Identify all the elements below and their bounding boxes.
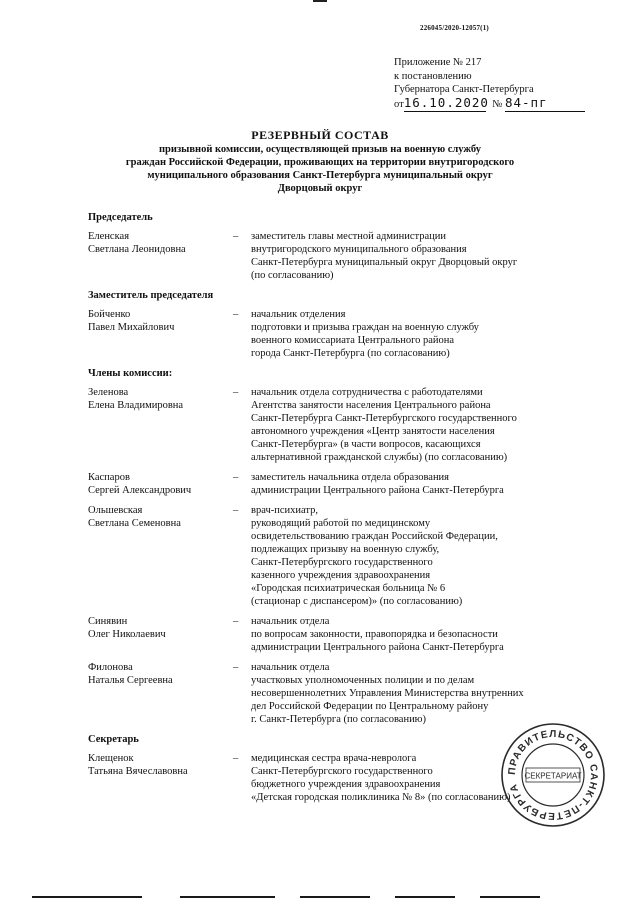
member-name bbox=[88, 230, 233, 282]
member-role-line: военного комиссариата Центрального района bbox=[251, 335, 455, 346]
member-name-line: Елена Владимировна bbox=[88, 400, 184, 411]
appendix-number: Приложение № 217 bbox=[394, 57, 482, 68]
member-role-line: Санкт-Петербурга Санкт-Петербургского государственного bbox=[251, 413, 517, 424]
member-role-line: несовершеннолетних Управления Министерства внутренних bbox=[251, 688, 524, 699]
section-heading: Председатель bbox=[88, 212, 153, 223]
appendix-date-line bbox=[394, 94, 585, 112]
appendix-block bbox=[394, 56, 585, 112]
member-role bbox=[251, 308, 588, 360]
member-entry bbox=[88, 230, 588, 282]
member-role-line: начальник отдела bbox=[251, 662, 330, 673]
subtitle-line: Дворцовый округ bbox=[277, 183, 363, 194]
appendix-ref: к постановлению bbox=[394, 70, 472, 82]
member-role-line: (стационар с диспансером)» (по согласованию) bbox=[251, 596, 463, 607]
member-name bbox=[88, 752, 233, 804]
entry-dash: – bbox=[233, 662, 239, 673]
member-name-line: Зеленова bbox=[88, 387, 129, 398]
footer-rule bbox=[32, 896, 142, 898]
member-role-line: Агентства занятости населения Центрального района bbox=[251, 400, 491, 411]
member-name bbox=[88, 308, 233, 360]
document-title: РЕЗЕРВНЫЙ СОСТАВ bbox=[251, 128, 389, 142]
member-role bbox=[251, 661, 588, 726]
member-name-line: Светлана Леонидовна bbox=[88, 244, 186, 255]
member-role-line: Санкт-Петербургского государственного bbox=[251, 557, 433, 568]
member-role-line: освидетельствованию граждан Российской Федерации, bbox=[251, 531, 498, 542]
member-name-line: Клещенок bbox=[88, 753, 134, 764]
member-name bbox=[88, 615, 233, 654]
footer-rule bbox=[395, 896, 455, 898]
member-role-line: заместитель начальника отдела образования bbox=[251, 472, 450, 483]
entry-dash: – bbox=[233, 616, 239, 627]
number-prefix: № bbox=[492, 98, 503, 110]
member-entry bbox=[88, 615, 588, 654]
member-role bbox=[251, 230, 588, 282]
member-name-line: Филонова bbox=[88, 662, 133, 673]
member-role-line: начальник отдела bbox=[251, 616, 330, 627]
member-entry bbox=[88, 661, 588, 726]
member-role-line: казенного учреждения здравоохранения bbox=[251, 570, 431, 581]
footer-rule bbox=[300, 896, 370, 898]
section-heading: Члены комиссии: bbox=[88, 368, 173, 379]
member-name-line: Татьяна Вячеславовна bbox=[88, 766, 188, 777]
member-role bbox=[251, 386, 588, 464]
member-role-line: дел Российской Федерации по Центральному району bbox=[251, 701, 489, 712]
member-name-line: Светлана Семеновна bbox=[88, 518, 181, 529]
top-margin-mark bbox=[313, 0, 327, 2]
date-field bbox=[403, 94, 489, 112]
secretariat-stamp bbox=[498, 720, 608, 830]
subtitle-line: граждан Российской Федерации, проживающих на территории внутригородского bbox=[125, 157, 515, 168]
member-role-line: г. Санкт-Петербурга (по согласованию) bbox=[251, 714, 427, 725]
member-name bbox=[88, 504, 233, 608]
member-role-line: автономного учреждения «Центр занятости населения bbox=[251, 426, 495, 437]
member-role bbox=[251, 615, 588, 654]
member-entry bbox=[88, 504, 588, 608]
member-role-line: (по согласованию) bbox=[251, 270, 334, 281]
member-name-line: Наталья Сергеевна bbox=[88, 675, 173, 686]
member-role-line: «Детская городская поликлиника № 8» (по согласованию) bbox=[251, 792, 511, 803]
member-role-line: города Санкт-Петербурга (по согласованию) bbox=[251, 348, 450, 359]
member-role-line: «Городская психиатрическая больница № 6 bbox=[251, 583, 446, 594]
member-entry bbox=[88, 386, 588, 464]
member-role-line: подлежащих призыву на военную службу, bbox=[251, 544, 440, 555]
date-value: 16.10.2020 bbox=[403, 94, 489, 110]
member-name bbox=[88, 661, 233, 726]
subtitle-line: призывной комиссии, осуществляющей призыв на военную службу bbox=[159, 144, 481, 155]
document-id: 226045/2020-12057(1) bbox=[420, 24, 489, 32]
member-name-line: Олег Николаевич bbox=[88, 629, 166, 640]
entry-dash: – bbox=[233, 472, 239, 483]
member-role-line: администрации Центрального района Санкт-Петербурга bbox=[251, 642, 504, 653]
member-name-line: Еленская bbox=[88, 231, 130, 242]
member-role bbox=[251, 504, 588, 608]
member-role-line: начальник отделения bbox=[251, 309, 346, 320]
entry-dash: – bbox=[233, 309, 239, 320]
member-name-line: Сергей Александрович bbox=[88, 485, 192, 496]
member-name bbox=[88, 386, 233, 464]
member-name-line: Синявин bbox=[88, 616, 128, 627]
member-name bbox=[88, 471, 233, 497]
member-role-line: руководящий работой по медицинскому bbox=[251, 518, 431, 529]
member-entry bbox=[88, 308, 588, 360]
member-role-line: администрации Центрального района Санкт-Петербурга bbox=[251, 485, 504, 496]
footer-rule bbox=[480, 896, 540, 898]
number-value: 84-пг bbox=[504, 94, 548, 110]
member-role-line: по вопросам законности, правопорядка и безопасности bbox=[251, 629, 498, 640]
member-name-line: Бойченко bbox=[88, 309, 131, 320]
member-role-line: врач-психиатр, bbox=[251, 505, 318, 516]
member-role-line: альтернативной гражданской службы) (по согласованию) bbox=[251, 452, 508, 463]
entry-dash: – bbox=[233, 387, 239, 398]
member-role-line: внутригородского муниципального образования bbox=[251, 244, 467, 255]
number-field bbox=[504, 94, 585, 112]
date-prefix: от bbox=[394, 98, 404, 110]
member-role bbox=[251, 471, 588, 497]
member-role-line: заместитель главы местной администрации bbox=[251, 231, 447, 242]
entry-dash: – bbox=[233, 753, 239, 764]
stamp-ring-text-path: ПРАВИТЕЛЬСТВО САНКТ-ПЕТЕРБУРГА bbox=[506, 728, 600, 822]
entry-dash: – bbox=[233, 505, 239, 516]
member-role-line: бюджетного учреждения здравоохранения bbox=[251, 779, 441, 790]
member-role-line: медицинская сестра врача-невролога bbox=[251, 753, 417, 764]
member-name-line: Павел Михайлович bbox=[88, 322, 175, 333]
member-name-line: Ольшевская bbox=[88, 505, 143, 516]
document-subtitle bbox=[60, 143, 580, 195]
entry-dash: – bbox=[233, 231, 239, 242]
member-role-line: начальник отдела сотрудничества с работодателями bbox=[251, 387, 483, 398]
footer-rule bbox=[180, 896, 275, 898]
section-heading: Секретарь bbox=[88, 734, 139, 745]
section-heading: Заместитель председателя bbox=[88, 290, 214, 301]
subtitle-line: муниципального образования Санкт-Петербурга муниципальный округ bbox=[147, 170, 493, 181]
member-role-line: Санкт-Петербурга муниципальный округ Дворцовый округ bbox=[251, 257, 518, 268]
member-role-line: участковых уполномоченных полиции и по делам bbox=[251, 675, 475, 686]
member-role-line: Санкт-Петербургского государственного bbox=[251, 766, 433, 777]
member-role-line: Санкт-Петербурга» (в части вопросов, касающихся bbox=[251, 439, 481, 450]
member-entry bbox=[88, 471, 588, 497]
member-role-line: подготовки и призыва граждан на военную службу bbox=[251, 322, 479, 333]
appendix-issuer: Губернатора Санкт-Петербурга bbox=[394, 84, 534, 95]
stamp-center-text: СЕКРЕТАРИАТ bbox=[524, 771, 582, 781]
member-name-line: Каспаров bbox=[88, 472, 130, 483]
